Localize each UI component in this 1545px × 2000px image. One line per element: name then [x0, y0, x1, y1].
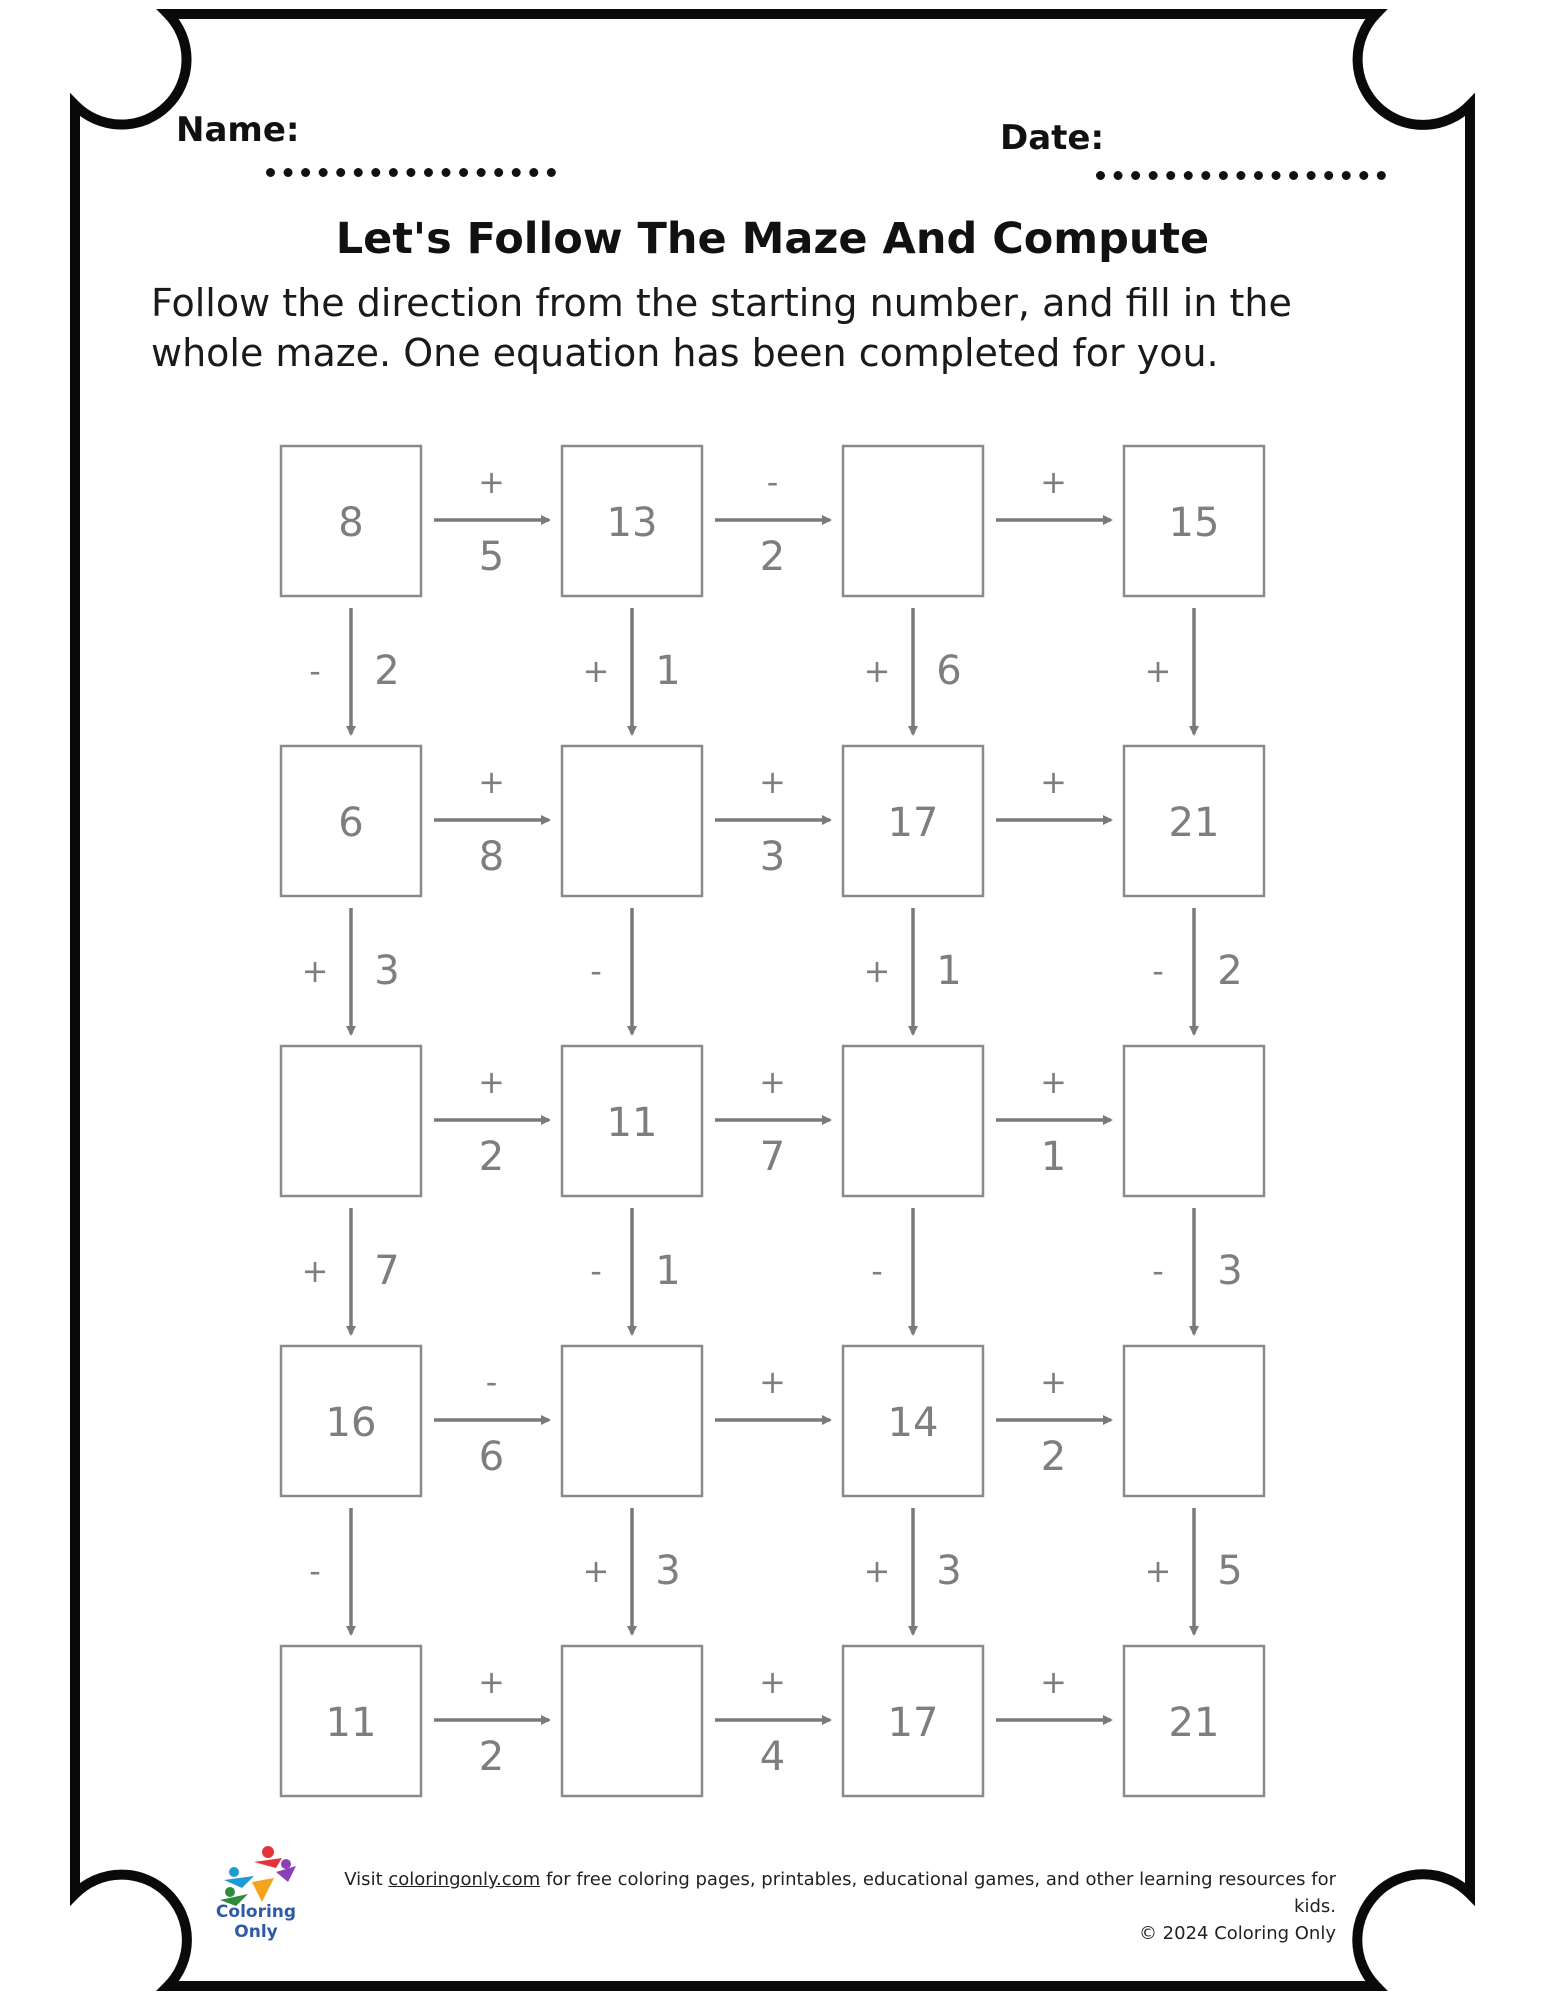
operator-sign: +: [478, 1663, 505, 1701]
operator-sign: -: [1152, 1252, 1164, 1290]
operator-sign: +: [1040, 763, 1067, 801]
operand-number: 1: [1040, 1134, 1067, 1180]
operand-number: 6: [936, 648, 962, 694]
cell-number: 13: [606, 500, 658, 546]
operator-sign: +: [1040, 463, 1067, 501]
operator-sign: +: [759, 1063, 786, 1101]
footer-link[interactable]: coloringonly.com: [388, 1869, 541, 1890]
operand-number: 3: [374, 948, 400, 994]
operator-sign: +: [863, 952, 891, 990]
logo-text: Coloring Only: [215, 1902, 297, 1942]
operator-sign: +: [1040, 1663, 1067, 1701]
operand-number: 5: [1217, 1548, 1243, 1594]
operator-sign: -: [766, 463, 779, 501]
operand-number: 4: [759, 1734, 786, 1780]
cell-number: 8: [338, 500, 364, 546]
maze-cell[interactable]: [562, 1346, 702, 1496]
maze-cell[interactable]: [562, 1646, 702, 1796]
cell-number: 11: [325, 1700, 377, 1746]
operator-sign: -: [485, 1363, 498, 1401]
cell-number: 16: [325, 1400, 377, 1446]
operator-sign: -: [590, 1252, 602, 1290]
operator-sign: +: [759, 1663, 786, 1701]
operator-sign: -: [1152, 952, 1164, 990]
operand-number: 5: [478, 534, 505, 580]
maze-cell[interactable]: [562, 746, 702, 896]
cell-number: 11: [606, 1100, 658, 1146]
operator-sign: +: [1040, 1063, 1067, 1101]
footer: [330, 1866, 1336, 1947]
operand-number: 3: [655, 1548, 681, 1594]
footer-visit: Visit: [344, 1869, 383, 1890]
operator-sign: -: [590, 952, 602, 990]
instructions-text: Follow the direction from the starting number, and fill in the whole maze. One equation has been completed for you.: [151, 281, 1292, 375]
operand-number: 7: [374, 1248, 400, 1294]
operator-sign: +: [759, 1363, 786, 1401]
cell-number: 21: [1168, 1700, 1220, 1746]
cell-number: 17: [887, 1700, 939, 1746]
cell-number: 6: [338, 800, 364, 846]
cell-number: 14: [887, 1400, 939, 1446]
operator-sign: +: [1144, 1552, 1172, 1590]
maze-cell[interactable]: [281, 1046, 421, 1196]
operator-sign: -: [309, 1552, 321, 1590]
maze-cell[interactable]: [1124, 1046, 1264, 1196]
operator-sign: +: [478, 1063, 505, 1101]
operand-number: 2: [478, 1734, 505, 1780]
operator-sign: -: [309, 652, 321, 690]
operand-number: 3: [759, 834, 786, 880]
cell-number: 17: [887, 800, 939, 846]
cell-number: 15: [1168, 500, 1220, 546]
page-title: Let's Follow The Maze And Compute: [335, 214, 1210, 264]
operand-number: 3: [1217, 1248, 1243, 1294]
operator-sign: +: [478, 463, 505, 501]
operator-sign: +: [863, 652, 891, 690]
operand-number: 8: [478, 834, 505, 880]
operand-number: 2: [1217, 948, 1243, 994]
operand-number: 1: [936, 948, 962, 994]
operand-number: 2: [478, 1134, 505, 1180]
date-label: Date:: [1000, 118, 1105, 158]
name-label: Name:: [176, 110, 300, 150]
operand-number: 2: [759, 534, 786, 580]
maze-cell[interactable]: [843, 446, 983, 596]
copyright: © 2024 Coloring Only: [1138, 1923, 1336, 1944]
operand-number: 1: [655, 648, 681, 694]
operator-sign: +: [478, 763, 505, 801]
operator-sign: +: [759, 763, 786, 801]
operand-number: 2: [1040, 1434, 1067, 1480]
operator-sign: -: [871, 1252, 883, 1290]
operand-number: 6: [478, 1434, 505, 1480]
operand-number: 2: [374, 648, 400, 694]
operator-sign: +: [582, 652, 610, 690]
maze-cell[interactable]: [1124, 1346, 1264, 1496]
operand-number: 3: [936, 1548, 962, 1594]
cell-number: 21: [1168, 800, 1220, 846]
footer-description: for free coloring pages, printables, educational games, and other learning resources for kids.: [545, 1869, 1336, 1917]
operand-number: 1: [655, 1248, 681, 1294]
operator-sign: +: [1144, 652, 1172, 690]
operator-sign: +: [301, 952, 329, 990]
operator-sign: +: [863, 1552, 891, 1590]
operator-sign: +: [582, 1552, 610, 1590]
operand-number: 7: [759, 1134, 786, 1180]
operator-sign: +: [301, 1252, 329, 1290]
operator-sign: +: [1040, 1363, 1067, 1401]
maze-cell[interactable]: [843, 1046, 983, 1196]
